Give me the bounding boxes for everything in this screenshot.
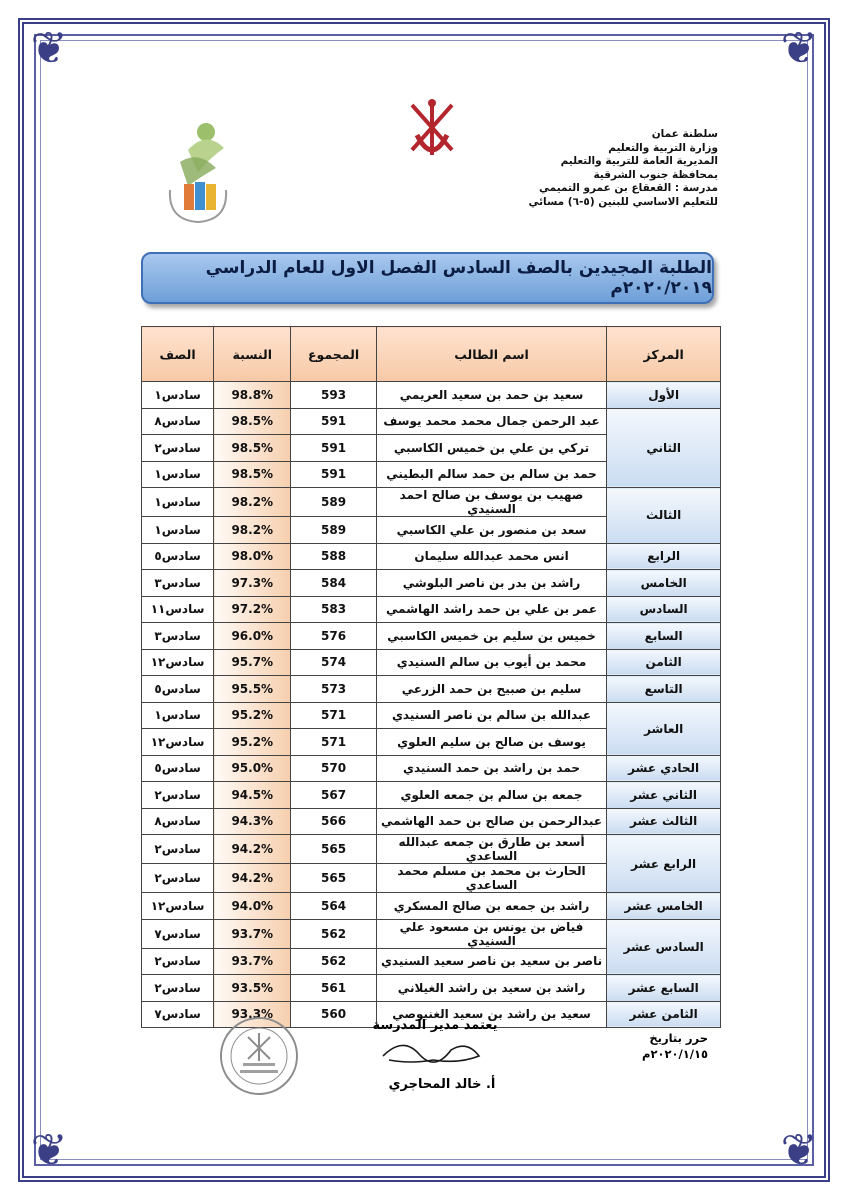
percent-cell: 96.0%: [214, 623, 291, 650]
percent-cell: 98.5%: [214, 435, 291, 462]
table-row: [142, 596, 721, 623]
rank-cell: الرابع: [607, 543, 721, 570]
percent-cell: 95.2%: [214, 702, 291, 729]
total-cell: 571: [291, 729, 376, 756]
rank-cell: التاسع: [607, 676, 721, 703]
header-line: وزارة التربية والتعليم: [608, 141, 718, 154]
percent-cell: 95.5%: [214, 676, 291, 703]
rank-cell: الثالث عشر: [607, 808, 721, 835]
rank-cell: الثاني عشر: [607, 782, 721, 809]
percent-cell: 94.2%: [214, 864, 291, 893]
header-percent: النسبة: [214, 327, 291, 382]
student-name-cell: محمد بن أيوب بن سالم السنيدي: [376, 649, 607, 676]
table-row: [142, 488, 721, 517]
student-name-cell: حمد بن راشد بن حمد السنيدي: [376, 755, 607, 782]
date-value: ٢٠٢٠/١/١٥م: [642, 1047, 708, 1061]
header-line: بمحافظة جنوب الشرقية: [593, 168, 718, 181]
percent-cell: 95.0%: [214, 755, 291, 782]
student-name-cell: انس محمد عبدالله سليمان: [376, 543, 607, 570]
table-row: [142, 782, 721, 809]
class-cell: سادس١: [142, 702, 214, 729]
percent-cell: 94.5%: [214, 782, 291, 809]
student-name-cell: فياض بن يونس بن مسعود علي السنيدي: [376, 919, 607, 948]
student-name-cell: حمد بن سالم بن حمد سالم البطيني: [376, 461, 607, 488]
total-cell: 583: [291, 596, 376, 623]
class-cell: سادس٢: [142, 948, 214, 975]
rank-cell: العاشر: [607, 702, 721, 755]
total-cell: 566: [291, 808, 376, 835]
date-label: حرر بتاريخ: [649, 1031, 708, 1045]
percent-cell: 98.2%: [214, 488, 291, 517]
student-name-cell: جمعه بن سالم بن جمعه العلوي: [376, 782, 607, 809]
table-row: [142, 893, 721, 920]
percent-cell: 95.7%: [214, 649, 291, 676]
student-name-cell: أسعد بن طارق بن جمعه عبدالله الساعدي: [376, 835, 607, 864]
total-cell: 589: [291, 488, 376, 517]
class-cell: سادس١: [142, 382, 214, 409]
rank-cell: السادس: [607, 596, 721, 623]
approval-label: يعتمد مدير المدرسة: [372, 1018, 498, 1033]
principal-name: أ. خالد المحاجري: [388, 1077, 496, 1092]
rank-cell: الثامن: [607, 649, 721, 676]
school-logo: [158, 110, 238, 230]
table-header-row: [142, 327, 721, 382]
student-name-cell: صهيب بن يوسف بن صالح احمد السنيدي: [376, 488, 607, 517]
percent-cell: 94.2%: [214, 835, 291, 864]
oman-emblem: [392, 95, 472, 165]
table-row: [142, 808, 721, 835]
header-line: مدرسة : القعقاع بن عمرو التميمي: [539, 182, 718, 194]
class-cell: سادس٧: [142, 919, 214, 948]
class-cell: سادس٥: [142, 676, 214, 703]
total-cell: 593: [291, 382, 376, 409]
class-cell: سادس٣: [142, 623, 214, 650]
page-title: الطلبة المجيدين بالصف السادس الفصل الاول للعام الدراسي ٢٠٢٠/٢٠١٩م: [141, 252, 714, 304]
student-name-cell: عبد الرحمن جمال محمد محمد يوسف: [376, 408, 607, 435]
table-row: [142, 408, 721, 435]
class-cell: سادس٨: [142, 808, 214, 835]
student-name-cell: الحارث بن محمد بن مسلم محمد الساعدي: [376, 864, 607, 893]
table-row: [142, 570, 721, 597]
student-name-cell: راشد بن سعيد بن راشد الغيلاني: [376, 975, 607, 1002]
table-row: [142, 623, 721, 650]
total-cell: 562: [291, 919, 376, 948]
header-line: سلطنة عمان: [651, 128, 718, 140]
rank-cell: الحادي عشر: [607, 755, 721, 782]
total-cell: 571: [291, 702, 376, 729]
total-cell: 591: [291, 461, 376, 488]
table-row: [142, 543, 721, 570]
issue-date: [628, 1030, 708, 1062]
percent-cell: 97.3%: [214, 570, 291, 597]
class-cell: سادس٢: [142, 782, 214, 809]
class-cell: سادس١: [142, 517, 214, 544]
percent-cell: 98.5%: [214, 461, 291, 488]
table-row: [142, 702, 721, 729]
header-rank: المركز: [607, 327, 721, 382]
total-cell: 560: [291, 1001, 376, 1028]
rank-cell: الثاني: [607, 408, 721, 488]
student-name-cell: عمر بن علي بن حمد راشد الهاشمي: [376, 596, 607, 623]
corner-ornament-icon: ❦: [780, 23, 818, 74]
student-name-cell: راشد بن بدر بن ناصر البلوشي: [376, 570, 607, 597]
percent-cell: 95.2%: [214, 729, 291, 756]
rank-cell: الأول: [607, 382, 721, 409]
percent-cell: 97.2%: [214, 596, 291, 623]
total-cell: 565: [291, 864, 376, 893]
percent-cell: 98.0%: [214, 543, 291, 570]
rank-cell: الثامن عشر: [607, 1001, 721, 1028]
class-cell: سادس٢: [142, 864, 214, 893]
total-cell: 570: [291, 755, 376, 782]
principal-signature: [375, 1030, 495, 1070]
student-name-cell: سليم بن صبيح بن حمد الزرعي: [376, 676, 607, 703]
table-row: [142, 382, 721, 409]
student-name-cell: راشد بن جمعه بن صالح المسكري: [376, 893, 607, 920]
student-name-cell: سعيد بن حمد بن سعيد العريمي: [376, 382, 607, 409]
total-cell: 591: [291, 408, 376, 435]
class-cell: سادس١٢: [142, 729, 214, 756]
total-cell: 588: [291, 543, 376, 570]
class-cell: سادس١٢: [142, 893, 214, 920]
percent-cell: 98.5%: [214, 408, 291, 435]
class-cell: سادس٣: [142, 570, 214, 597]
total-cell: 567: [291, 782, 376, 809]
rank-cell: السابع: [607, 623, 721, 650]
percent-cell: 98.8%: [214, 382, 291, 409]
table-row: [142, 649, 721, 676]
table-row: [142, 755, 721, 782]
class-cell: سادس٧: [142, 1001, 214, 1028]
table-row: [142, 975, 721, 1002]
rank-cell: السابع عشر: [607, 975, 721, 1002]
total-cell: 589: [291, 517, 376, 544]
header-line: المديرية العامة للتربية والتعليم: [560, 155, 718, 167]
total-cell: 564: [291, 893, 376, 920]
corner-ornament-icon: ❦: [30, 1125, 68, 1176]
rank-cell: الخامس: [607, 570, 721, 597]
student-name-cell: خميس بن سليم بن خميس الكاسبي: [376, 623, 607, 650]
student-name-cell: عبدالرحمن بن صالح بن حمد الهاشمي: [376, 808, 607, 835]
total-cell: 576: [291, 623, 376, 650]
total-cell: 561: [291, 975, 376, 1002]
total-cell: 584: [291, 570, 376, 597]
student-name-cell: ناصر بن سعيد بن ناصر سعيد السنيدي: [376, 948, 607, 975]
percent-cell: 93.3%: [214, 1001, 291, 1028]
class-cell: سادس١: [142, 488, 214, 517]
percent-cell: 93.7%: [214, 919, 291, 948]
header-line: للتعليم الاساسي للبنين (٥-٦) مسائي: [528, 195, 718, 208]
total-cell: 562: [291, 948, 376, 975]
corner-ornament-icon: ❦: [780, 1125, 818, 1176]
school-stamp: [218, 1015, 300, 1097]
class-cell: سادس٥: [142, 543, 214, 570]
total-cell: 573: [291, 676, 376, 703]
student-name-cell: عبدالله بن سالم بن ناصر السنيدي: [376, 702, 607, 729]
rank-cell: السادس عشر: [607, 919, 721, 975]
percent-cell: 94.0%: [214, 893, 291, 920]
class-cell: سادس٨: [142, 408, 214, 435]
header-total: المجموع: [291, 327, 376, 382]
student-name-cell: يوسف بن صالح بن سليم العلوي: [376, 729, 607, 756]
student-name-cell: سعيد بن راشد بن سعيد الغنبوصي: [376, 1001, 607, 1028]
class-cell: سادس١٢: [142, 649, 214, 676]
rank-cell: الثالث: [607, 488, 721, 544]
percent-cell: 98.2%: [214, 517, 291, 544]
percent-cell: 94.3%: [214, 808, 291, 835]
rank-cell: الرابع عشر: [607, 835, 721, 893]
total-cell: 574: [291, 649, 376, 676]
total-cell: 565: [291, 835, 376, 864]
student-name-cell: تركي بن علي بن خميس الكاسبي: [376, 435, 607, 462]
table-row: [142, 835, 721, 864]
total-cell: 591: [291, 435, 376, 462]
percent-cell: 93.7%: [214, 948, 291, 975]
class-cell: سادس٥: [142, 755, 214, 782]
class-cell: سادس١: [142, 461, 214, 488]
class-cell: سادس٢: [142, 835, 214, 864]
percent-cell: 93.5%: [214, 975, 291, 1002]
student-name-cell: سعد بن منصور بن علي الكاسبي: [376, 517, 607, 544]
header-name: اسم الطالب: [376, 327, 607, 382]
ministry-header: [518, 128, 718, 209]
table-row: [142, 676, 721, 703]
class-cell: سادس٢: [142, 435, 214, 462]
class-cell: سادس٢: [142, 975, 214, 1002]
table-row: [142, 919, 721, 948]
corner-ornament-icon: ❦: [30, 23, 68, 74]
header-class: الصف: [142, 327, 214, 382]
results-table: [141, 326, 721, 1028]
class-cell: سادس١١: [142, 596, 214, 623]
rank-cell: الخامس عشر: [607, 893, 721, 920]
